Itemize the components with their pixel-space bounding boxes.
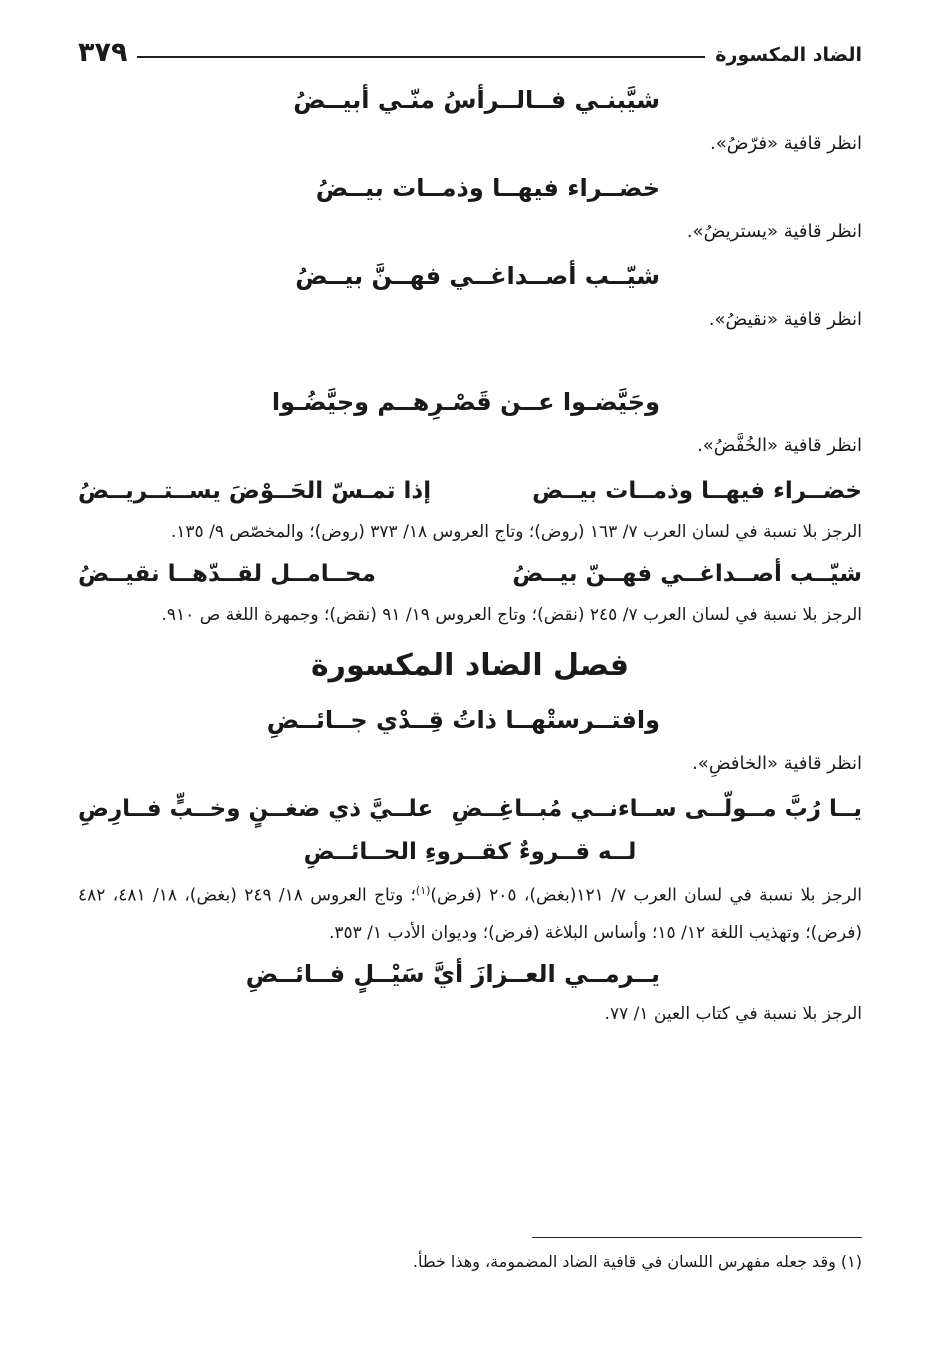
header-rule [137,56,705,58]
verse-line: شيَّبنـي فــالــرأسُ منّـي أبيــضُ [293,86,660,114]
verse-line: شيّــب أصــداغــي فهــنَّ بيــضُ [295,262,660,290]
verse-line: خضــراء فيهــا وذمــات بيــضُ [315,174,660,202]
footnote-marker: (١) [415,884,431,897]
hemistich-right: شيّــب أصــداغــي فهــنّ بيــضُ [512,561,862,587]
cross-reference: انظر قافية «الخُفَّضُ». [697,435,862,456]
running-header [78,28,862,68]
cross-reference: انظر قافية «فرّضُ». [710,133,862,154]
couplet [78,786,862,832]
couplet [78,468,862,514]
verse-line: يــرمــي العــزازَ أيَّ سَيْــلٍ فــائــضِ [245,959,660,988]
cross-reference: انظر قافية «الخافضِ». [692,753,862,774]
footnote: (١) وقد جعله مفهرس اللسان في قافية الضاد المضمومة، وهذا خطأ. [412,1252,862,1271]
page-body [78,78,862,1033]
source-note: الرجز بلا نسبة في لسان العرب ٧/ ١٦٣ (روض)؛ وتاج العروس ١٨/ ٣٧٣ (روض)؛ والمخصّص ٩/ ١٣٥. [170,522,862,542]
running-title: الضاد المكسورة [715,44,862,66]
hemistich-left: علــيَّ ذي ضغــنٍ وخــبٍّ فــارِضِ [78,796,434,822]
cross-reference: انظر قافية «يستريضُ». [686,221,862,242]
couplet-second-line: لــه قــروءٌ كقــروءِ الحــائــضِ [303,839,637,865]
cross-reference: انظر قافية «نقيضُ». [708,309,862,330]
spacer [78,342,862,380]
source-note [78,872,862,952]
note-text: الرجز بلا نسبة في لسان العرب ٧/ ١٢١(بغض)، ٢٠٥ (فرض) [430,885,863,906]
page-number: ٣٧٩ [78,37,128,68]
section-heading: فصل الضاد المكسورة [310,648,630,683]
hemistich-right: يــا رُبَّ مــولّــى ســاءنــي مُبــاغِــضِ [451,796,862,822]
hemistich-left: إذا تمـسّ الحَــوْضَ يســتــريــضُ [78,478,432,504]
source-note: الرجز بلا نسبة في لسان العرب ٧/ ٢٤٥ (نقض)؛ وتاج العروس ١٩/ ٩١ (نقض)؛ وجمهرة اللغة ص ٩١٠. [161,605,862,625]
verse-line: وجَيَّضـوا عــن قَصْـرِهــم وجيَّضُـوا [271,388,660,416]
hemistich-left: محــامــل لقــدّهــا نقيــضُ [78,561,376,587]
verse-line: وافتــرستْهــا ذاتُ قِــدْي جــائــضِ [266,706,660,734]
couplet [78,551,862,597]
hemistich-right: خضــراء فيهــا وذمــات بيــض [532,478,862,504]
footnote-rule [532,1237,862,1238]
note-text: ؛ وتاج العروس ١٨/ ٢٤٩ (بغض)، ١٨/ ٤٨١، ٤٨٢ (فرض)؛ وتهذيب اللغة ١٢/ ١٥؛ وأساس البلاغة (فرض)؛ وديوان الأدب ١/ ٣٥٣. [78,885,862,943]
source-note: الرجز بلا نسبة في كتاب العين ١/ ٧٧. [604,1003,862,1024]
